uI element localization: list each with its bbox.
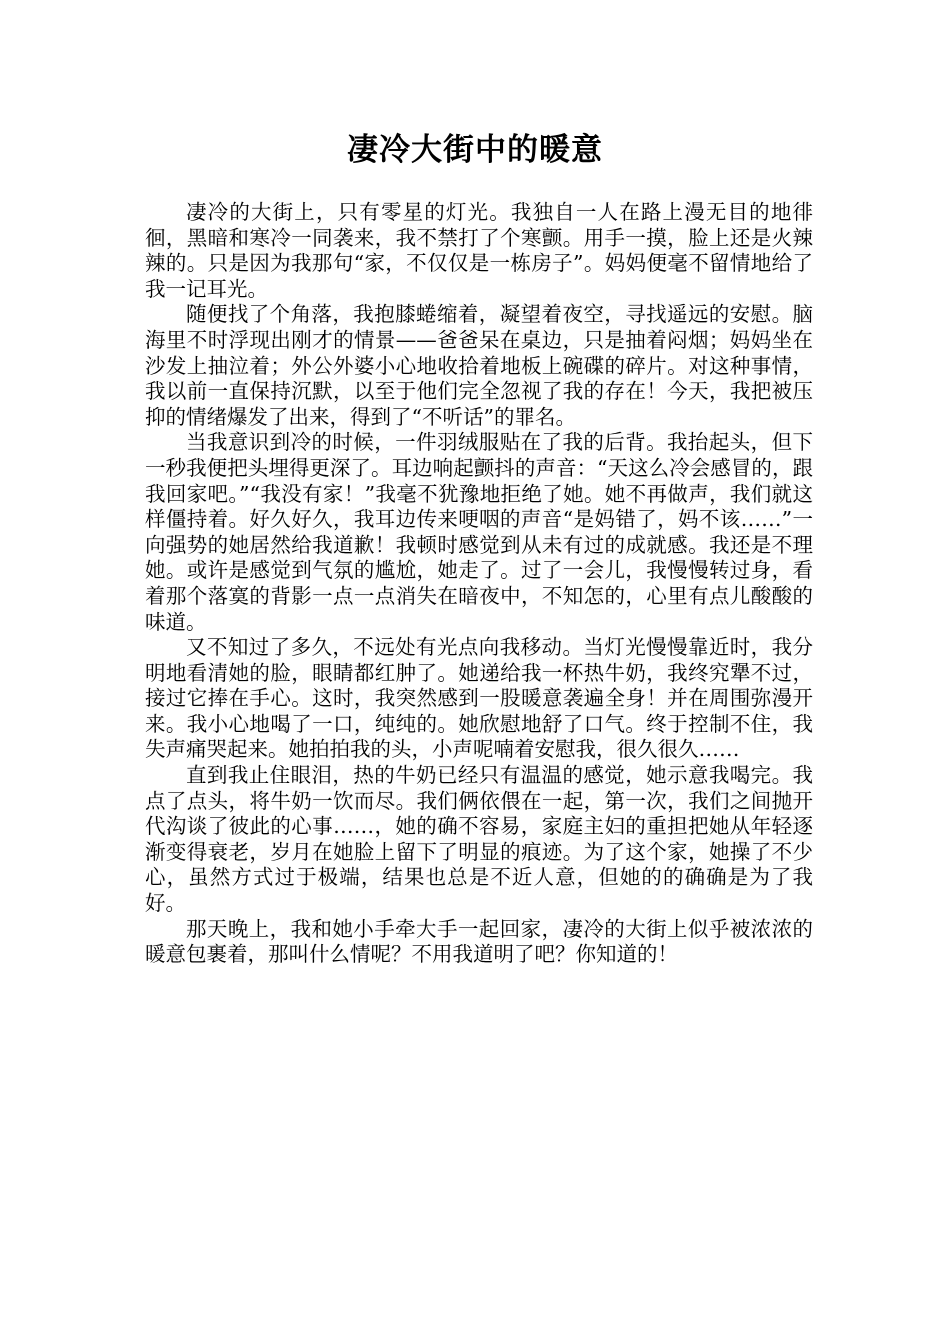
paragraph-2: 随便找了个角落，我抱膝蜷缩着，凝望着夜空，寻找遥远的安慰。脑海里不时浮现出刚才的情景——爸爸呆在桌边，只是抽着闷烟；妈妈坐在沙发上抽泣着；外公外婆小心地收拾着地板上碗碟的碎片。对这种事情，我以前一直保持沉默，以至于他们完全忽视了我的存在！今天，我把被压抑的情绪爆发了出来，得到了“不听话”的罪名。 — [145, 302, 813, 429]
paragraph-4: 又不知过了多久，不远处有光点向我移动。当灯光慢慢靠近时，我分明地看清她的脸，眼睛都红肿了。她递给我一杯热牛奶，我终究犟不过，接过它捧在手心。这时，我突然感到一股暖意袭遍全身！并在周围弥漫开来。我小心地喝了一口，纯纯的。她欣慰地舒了口气。终于控制不住，我失声痛哭起来。她拍拍我的头，小声呢喃着安慰我，很久很久…… — [145, 635, 813, 762]
paragraph-6: 那天晚上，我和她小手牵大手一起回家，凄冷的大街上似乎被浓浓的暖意包裹着，那叫什么情呢？不用我道明了吧？你知道的！ — [145, 916, 813, 967]
document-body — [145, 200, 813, 968]
paragraph-3: 当我意识到冷的时候，一件羽绒服贴在了我的后背。我抬起头，但下一秒我便把头埋得更深了。耳边响起颤抖的声音：“天这么冷会感冒的，跟我回家吧。”“我没有家！”我毫不犹豫地拒绝了她。她不再做声，我们就这样僵持着。好久好久，我耳边传来哽咽的声音“是妈错了，妈不该……”一向强势的她居然给我道歉！我顿时感觉到从未有过的成就感。我还是不理她。或许是感觉到气氛的尴尬，她走了。过了一会儿，我慢慢转过身，看着那个落寞的背影一点一点消失在暗夜中，不知怎的，心里有点儿酸酸的味道。 — [145, 430, 813, 634]
paragraph-5: 直到我止住眼泪，热的牛奶已经只有温温的感觉，她示意我喝完。我点了点头，将牛奶一饮而尽。我们俩依偎在一起，第一次，我们之间抛开代沟谈了彼此的心事……，她的确不容易，家庭主妇的重担把她从年轻逐渐变得衰老，岁月在她脸上留下了明显的痕迹。为了这个家，她操了不少心，虽然方式过于极端，结果也总是不近人意，但她的的确确是为了我好。 — [145, 763, 813, 916]
paragraph-1: 凄冷的大街上，只有零星的灯光。我独自一人在路上漫无目的地徘徊，黑暗和寒冷一同袭来，我不禁打了个寒颤。用手一摸，脸上还是火辣辣的。只是因为我那句“家，不仅仅是一栋房子”。妈妈便毫不留情地给了我一记耳光。 — [145, 200, 813, 301]
document-title: 凄冷大街中的暖意 — [347, 132, 603, 168]
